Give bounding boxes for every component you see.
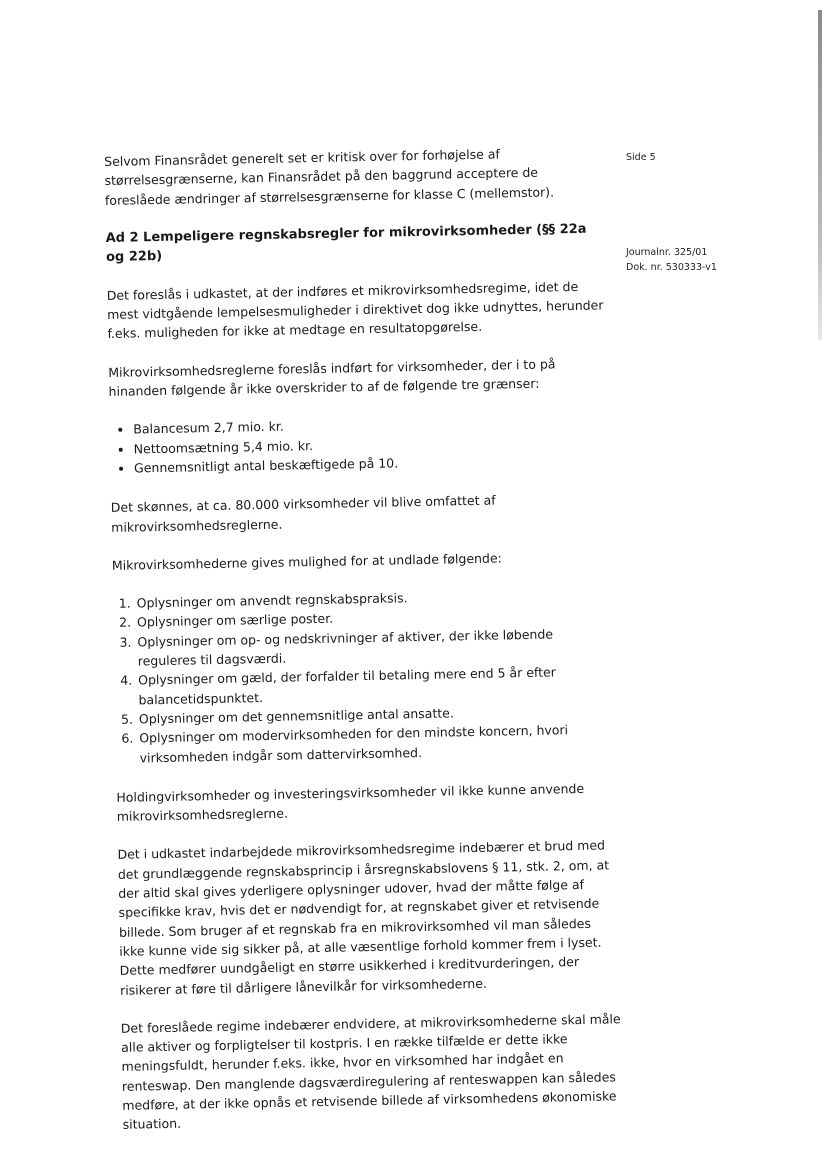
paragraph-exemptions-intro: Mikrovirksomhederne gives mulighed for at undlade følgende: bbox=[111, 550, 502, 573]
paragraph-measurement: Det foreslåede regime indebærer endvidere, at mikrovirksomhederne skal måle alle aktiver og forpligtelser til kostpris. I en række tilfælde er dette ikke meningsfuldt, herunder f.eks. ikke, hvor en virksomhed har indgået en renteswap. Den manglende dagsværdiregulering af renteswappen kan således medføre, at der ikke opnås et retvisende billede af virksomhedens økonomiske situation. bbox=[120, 1011, 621, 1133]
paragraph-proposal: Det foreslås i udkastet, at der indføres et mikrovirksomhedsregime, idet de mest vidtgående lempelsesmuligheder i direktivet dog ikke udnyttes, herunder f.eks. muligheden for ikke at medtage en resultatopgørelse. bbox=[106, 278, 604, 342]
list-item: 1. Oplysninger om anvendt regnskabspraksis. bbox=[134, 584, 612, 612]
page-number: Side 5 bbox=[626, 152, 656, 163]
threshold-list bbox=[109, 411, 610, 478]
paragraph-thresholds: Mikrovirksomhedsreglerne foreslås indført for virksomheder, der i to på hinanden følgende år ikke overskrider to af de følgende tre grænser: bbox=[108, 356, 556, 400]
list-item: • Balancesum 2,7 mio. kr. bbox=[133, 411, 609, 439]
journal-number: Journalnr. 325/01 bbox=[626, 247, 708, 258]
list-item: • Nettoomsætning 5,4 mio. kr. bbox=[134, 430, 610, 458]
list-item: 3. Oplysninger om op- og nedskrivninger af aktiver, der ikke løbende reguleres til dagsværdi. bbox=[135, 623, 614, 671]
section-heading: Ad 2 Lempeligere regnskabsregler for mikrovirksomheder (§§ 22a og 22b) bbox=[105, 221, 587, 265]
list-item: 4. Oplysninger om gæld, der forfalder til betaling mere end 5 år efter balancetidspunktet. bbox=[136, 662, 615, 710]
list-item: 5. Oplysninger om det gennemsnitlige antal ansatte. bbox=[137, 700, 615, 728]
exemption-list bbox=[112, 584, 615, 767]
paragraph-holding: Holdingvirksomheder og investeringsvirksomheder vil ikke kunne anvende mikrovirksomhedsreglerne. bbox=[116, 780, 585, 825]
margin-notes bbox=[626, 150, 806, 275]
document-number: Dok. nr. 530333-v1 bbox=[626, 262, 717, 273]
list-item: • Gennemsnitligt antal beskæftigede på 10. bbox=[134, 449, 610, 477]
scan-edge bbox=[818, 10, 822, 340]
document-body bbox=[104, 142, 623, 1153]
intro-paragraph: Selvom Finansrådet generelt set er kritisk over for forhøjelse af størrelsesgrænserne, kan Finansrådet på den baggrund acceptere de foreslåede ændringer af størrelsesgrænserne for klasse C (mellemstor). bbox=[104, 146, 555, 208]
paragraph-principle: Det i udkastet indarbejdede mikrovirksomhedsregime indebærer et brud med det grundlæggende regnskabsprincip i årsregnskabslovens § 11, stk. 2, om, at der altid skal gives yderligere oplysninger udover, hvad der måtte følge af specifikke krav, hvis det er nødvendigt for, at regnskabet giver et retvisende billede. Som bruger af et regnskab fra en mikrovirksomhed vil man således ikke kunne vide sig sikker på, at alle væsentlige forhold kommer frem i lyset. Dette medfører uundgåeligt en større usikkerhed i kreditvurderingen, der risikerer at føre til dårligere lånevilkår for virksomhederne. bbox=[117, 837, 610, 998]
list-item: 6. Oplysninger om modervirksomheden for den mindste koncern, hvori virksomheden indgår som dattervirksomhed. bbox=[137, 720, 616, 768]
list-item: 2. Oplysninger om særlige poster. bbox=[135, 604, 613, 632]
paragraph-estimate: Det skønnes, at ca. 80.000 virksomheder vil blive omfattet af mikrovirksomhedsreglerne. bbox=[110, 492, 496, 535]
